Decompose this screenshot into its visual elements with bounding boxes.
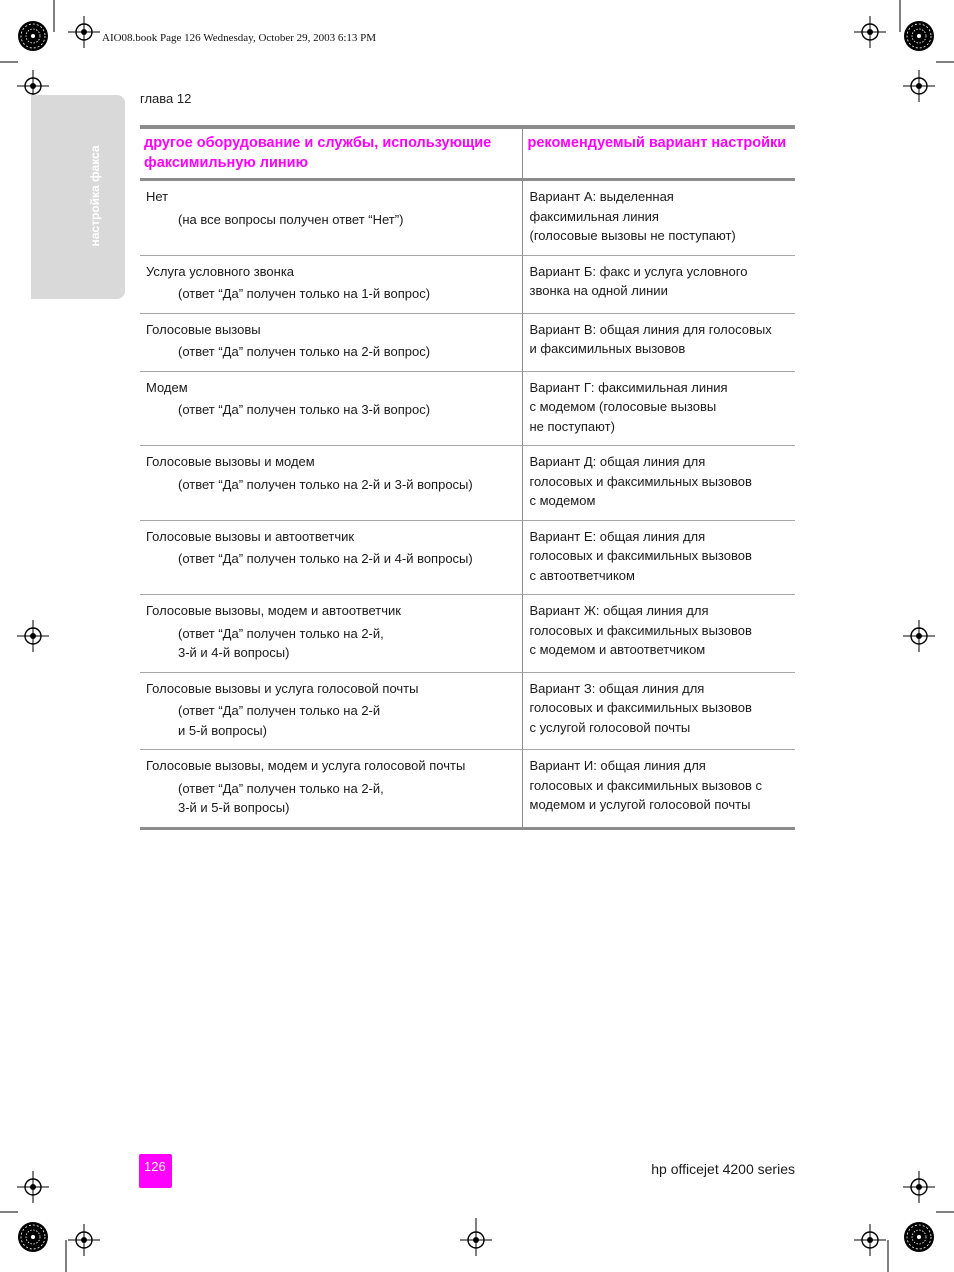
equipment-name: Голосовые вызовы, модем и услуга голосовой почты (146, 758, 466, 773)
recommendation-cell (522, 180, 795, 256)
equipment-name: Голосовые вызовы, модем и автоответчик (146, 603, 401, 618)
table-row (140, 180, 795, 256)
page-number: 126 (139, 1154, 172, 1188)
recommendation-cell (522, 371, 795, 446)
recommendation-cell (522, 446, 795, 521)
equipment-cell (140, 595, 522, 673)
side-tab-label: настройка факса (88, 145, 102, 247)
recommendation-cell (522, 313, 795, 371)
equipment-cell (140, 672, 522, 750)
equipment-name: Нет (146, 189, 169, 204)
answer-note: (ответ “Да” получен только на 3-й вопрос) (178, 402, 431, 417)
header-equipment: другое оборудование и службы, использующие факсимильную линию (144, 135, 492, 171)
recommendation-text: Вариант Г: факсимильная линия с модемом (голосовые вызовы не поступают) (529, 379, 728, 434)
header-recommended: рекомендуемый вариант настройки (522, 127, 795, 180)
equipment-name: Голосовые вызовы и услуга голосовой почты (146, 680, 419, 696)
recommendation-text: Вариант Е: общая линия для голосовых и факсимильных вызовов с автоответчиком (529, 528, 752, 583)
equipment-name: Голосовые вызовы и автоответчик (146, 528, 355, 544)
recommendation-text: Вариант Б: факс и услуга условного звонка на одной линии (529, 263, 748, 298)
table-header-row (140, 127, 795, 180)
table-row (140, 371, 795, 446)
answer-note: (ответ “Да” получен только на 2-й, 3-й и 5-й вопросы) (178, 780, 384, 815)
answer-note: (ответ “Да” получен только на 1-й вопрос) (178, 286, 431, 301)
table-row (140, 750, 795, 829)
equipment-name: Модем (146, 379, 188, 395)
answer-note: (ответ “Да” получен только на 2-й вопрос) (178, 344, 431, 359)
equipment-cell (140, 446, 522, 521)
chapter-label: глава 12 (140, 91, 192, 106)
equipment-name: Голосовые вызовы (146, 321, 261, 337)
setup-options-table-wrap (140, 125, 795, 830)
recommendation-text: Вариант A: выделенная факсимильная линия (голосовые вызовы не поступают) (529, 189, 736, 243)
equipment-name: Голосовые вызовы и модем (146, 454, 315, 469)
answer-note: (ответ “Да” получен только на 2-й и 5-й вопросы) (178, 703, 381, 738)
product-name: hp officejet 4200 series (651, 1161, 795, 1177)
table-row (140, 446, 795, 521)
answer-note: (ответ “Да” получен только на 2-й и 4-й вопросы) (178, 551, 473, 566)
recommendation-text: Вариант B: общая линия для голосовых и факсимильных вызовов (529, 321, 772, 356)
recommendation-text: Вариант Д: общая линия для голосовых и факсимильных вызовов с модемом (529, 454, 752, 508)
equipment-cell (140, 520, 522, 595)
table-row (140, 313, 795, 371)
equipment-cell (140, 313, 522, 371)
recommendation-cell (522, 595, 795, 673)
equipment-cell (140, 180, 522, 256)
table-row (140, 255, 795, 313)
table-row (140, 672, 795, 750)
recommendation-cell (522, 520, 795, 595)
recommendation-text: Вариант И: общая линия для голосовых и факсимильных вызовов с модемом и услугой голосовой почты (529, 758, 762, 812)
answer-note: (ответ “Да” получен только на 2-й и 3-й вопросы) (178, 476, 473, 492)
equipment-cell (140, 255, 522, 313)
recommendation-text: Вариант З: общая линия для голосовых и факсимильных вызовов с услугой голосовой почты (529, 680, 752, 735)
recommendation-cell (522, 672, 795, 750)
recommendation-cell (522, 750, 795, 829)
answer-note: (ответ “Да” получен только на 2-й, 3-й и 4-й вопросы) (178, 625, 384, 660)
equipment-cell (140, 750, 522, 829)
equipment-cell (140, 371, 522, 446)
recommendation-cell (522, 255, 795, 313)
table-row (140, 520, 795, 595)
print-header: AIO08.book Page 126 Wednesday, October 29, 2003 6:13 PM (102, 32, 377, 44)
recommendation-text: Вариант Ж: общая линия для голосовых и факсимильных вызовов с модемом и автоответчиком (529, 603, 752, 657)
answer-note: (на все вопросы получен ответ “Нет”) (178, 211, 404, 227)
table-row (140, 595, 795, 673)
equipment-name: Услуга условного звонка (146, 263, 295, 279)
setup-options-table (140, 125, 795, 830)
side-tab (31, 95, 125, 299)
